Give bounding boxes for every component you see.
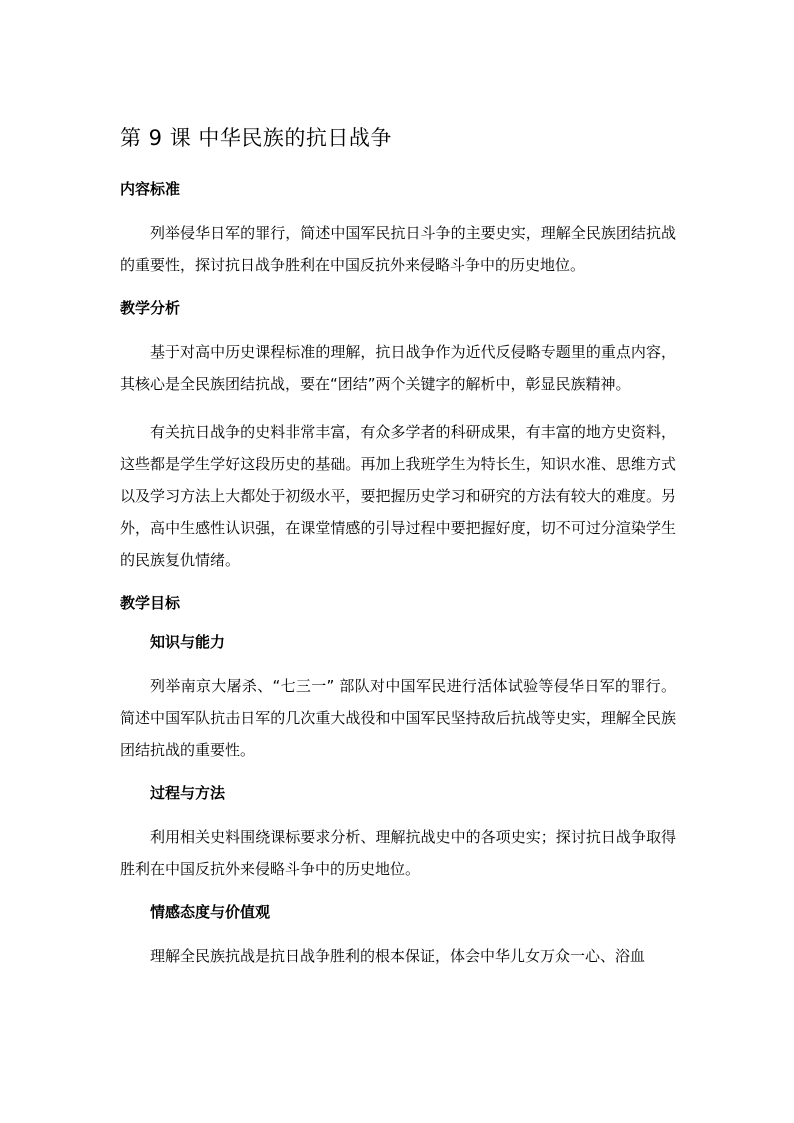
teaching-analysis-paragraph-2: 有关抗日战争的史料非常丰富，有众多学者的科研成果，有丰富的地方史资料，这些都是学生学好这段历史的基础。再加上我班学生为特长生，知识水准、思维方式以及学习方法上大都处于初级水平，要把握历史学习和研究的方法有较大的难度。另外，高中生感性认识强，在课堂情感的引导过程中要把握好度，切不可过分渲染学生的民族复仇情绪。 bbox=[120, 423, 676, 569]
teaching-analysis-paragraph-1: 基于对高中历史课程标准的理解，抗日战争作为近代反侵略专题里的重点内容，其核心是全民族团结抗战，要在“团结”两个关键字的解析中，彰显民族精神。 bbox=[120, 343, 676, 393]
section-heading-content-standard: 内容标准 bbox=[120, 180, 181, 198]
section-heading-teaching-analysis: 教学分析 bbox=[120, 299, 181, 317]
process-method-paragraph: 利用相关史料围绕课标要求分析、理解抗战史中的各项史实；探讨抗日战争取得胜利在中国反抗外来侵略斗争中的历史地位。 bbox=[120, 828, 676, 878]
document-page bbox=[120, 121, 676, 988]
page-title: 第 9 课 中华民族的抗日战争 bbox=[120, 126, 392, 150]
subheading-knowledge-ability: 知识与能力 bbox=[150, 633, 226, 651]
subheading-emotion-values: 情感态度与价值观 bbox=[150, 903, 271, 921]
emotion-values-paragraph: 理解全民族抗战是抗日战争胜利的根本保证，体会中华儿女万众一心、浴血 bbox=[150, 947, 646, 965]
section-heading-teaching-goals: 教学目标 bbox=[120, 594, 181, 612]
subheading-process-method: 过程与方法 bbox=[150, 784, 226, 802]
content-standard-paragraph: 列举侵华日军的罪行，简述中国军民抗日斗争的主要史实，理解全民族团结抗战的重要性，探讨抗日战争胜利在中国反抗外来侵略斗争中的历史地位。 bbox=[120, 224, 676, 274]
knowledge-ability-paragraph: 列举南京大屠杀、“七三一” 部队对中国军民进行活体试验等侵华日军的罪行。简述中国军队抗击日军的几次重大战役和中国军民坚持敌后抗战等史实，理解全民族团结抗战的重要性。 bbox=[120, 677, 676, 759]
